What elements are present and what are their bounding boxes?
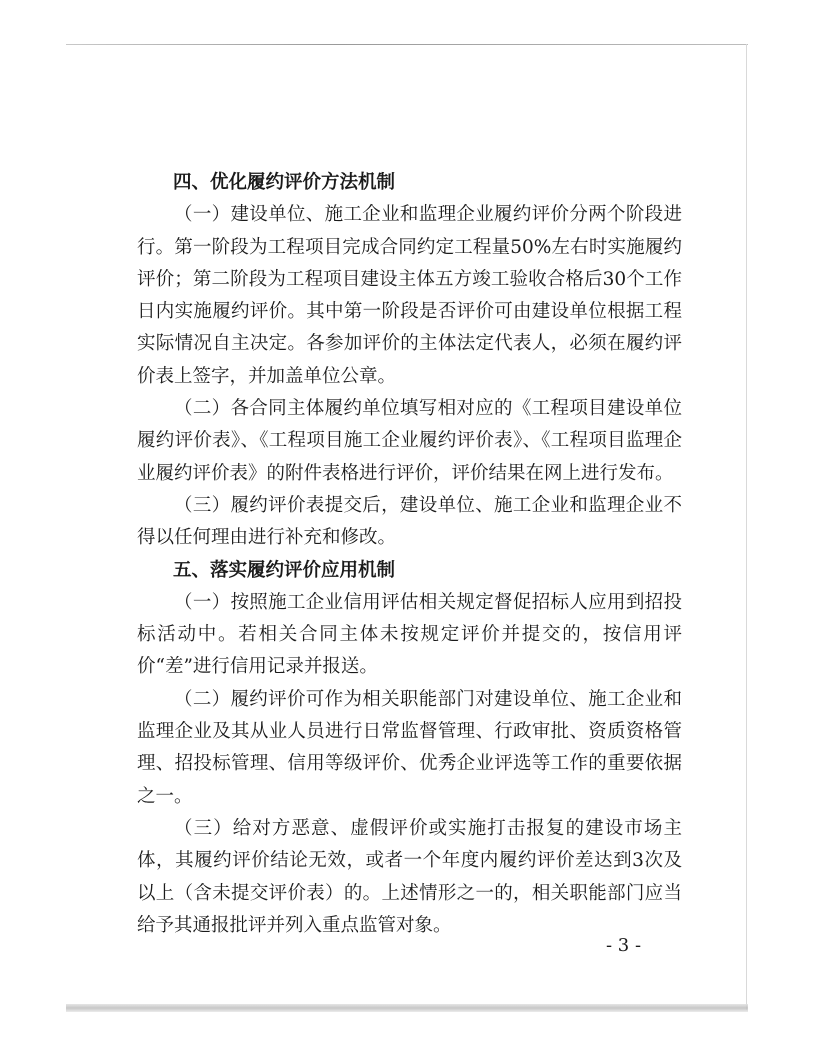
section-heading-5: 五、落实履约评价应用机制: [173, 559, 396, 581]
document-body: [137, 167, 682, 942]
paragraph-5-1: （一）按照施工企业信用评估相关规定督促招标人应用到招投标活动中。若相关合同主体未按规定评价并提交的，按信用评价“差”进行信用记录并报送。: [137, 591, 682, 678]
paragraph-5-2: （二）履约评价可作为相关职能部门对建设单位、施工企业和监理企业及其从业人员进行日常监督管理、行政审批、资质资格管理、招投标管理、信用等级评价、优秀企业评选等工作的重要依据之一。: [137, 688, 682, 807]
paper-bottom-edge: [66, 1004, 748, 1012]
paragraph-4-1: （一）建设单位、施工企业和监理企业履约评价分两个阶段进行。第一阶段为工程项目完成合同约定工程量50%左右时实施履约评价；第二阶段为工程项目建设主体五方竣工验收合格后30个工作日内实施履约评价。其中第一阶段是否评价可由建设单位根据工程实际情况自主决定。各参加评价的主体法定代表人，必须在履约评价表上签字，并加盖单位公章。: [137, 204, 682, 387]
paper-top-edge: [66, 44, 748, 45]
paper-right-edge: [746, 44, 747, 1010]
page-number: - 3 -: [606, 935, 642, 956]
paragraph-4-3: （三）履约评价表提交后，建设单位、施工企业和监理企业不得以任何理由进行补充和修改。: [137, 494, 682, 549]
section-heading-4: 四、优化履约评价方法机制: [173, 172, 396, 193]
paragraph-5-3: （三）给对方恶意、虚假评价或实施打击报复的建设市场主体，其履约评价结论无效，或者一个年度内履约评价差达到3次及以上（含未提交评价表）的。上述情形之一的，相关职能部门应当给予其通报批评并列入重点监管对象。: [137, 817, 682, 936]
paragraph-4-2: （二）各合同主体履约单位填写相对应的《工程项目建设单位履约评价表》、《工程项目施工企业履约评价表》、《工程项目监理企业履约评价表》的附件表格进行评价，评价结果在网上进行发布。: [137, 398, 682, 484]
